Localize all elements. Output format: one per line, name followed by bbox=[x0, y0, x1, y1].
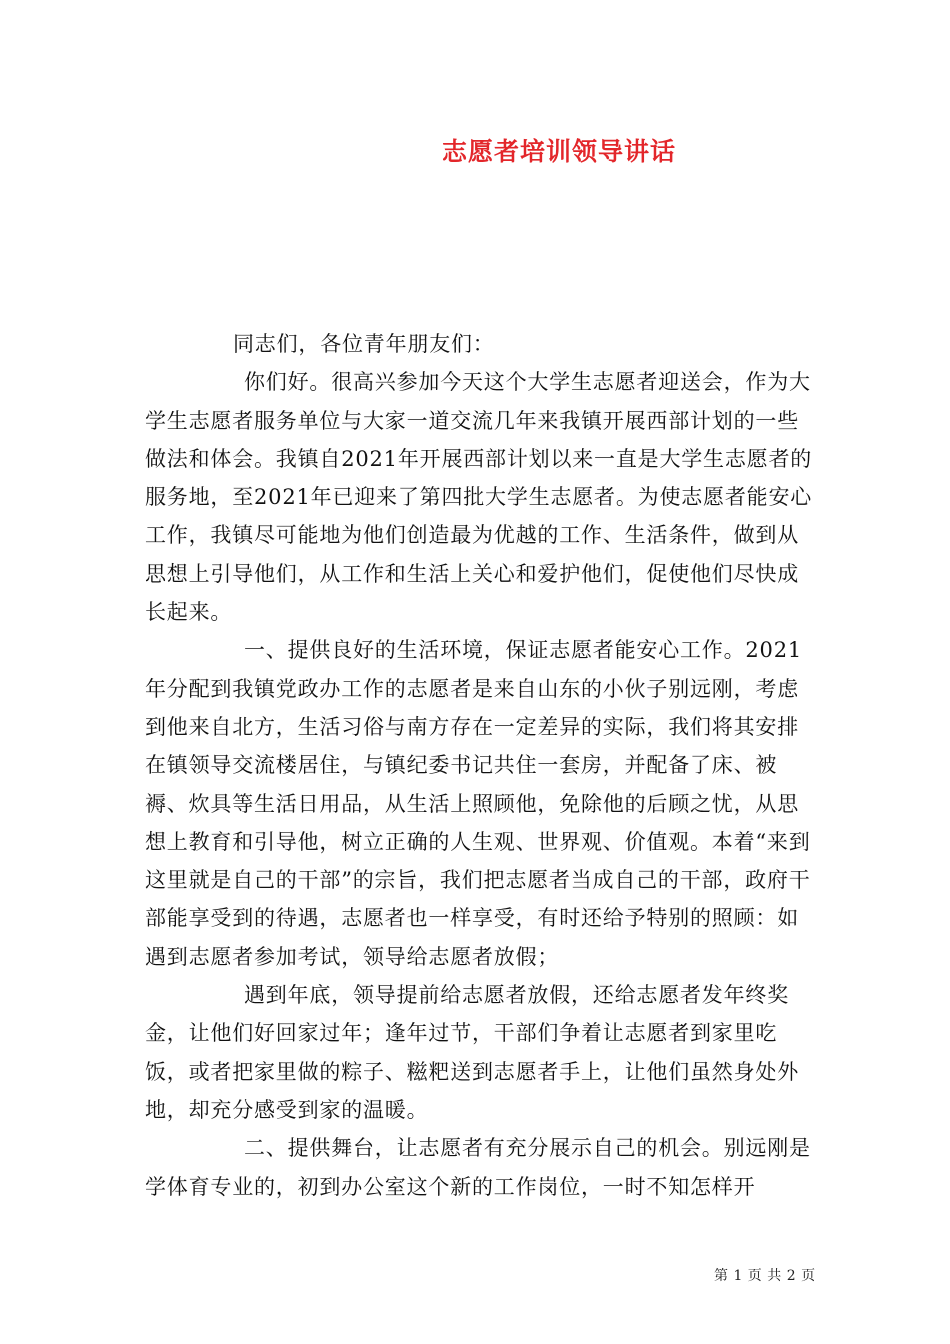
paragraph-section-one: 一、提供良好的生活环境，保证志愿者能安心工作。2021年分配到我镇党政办工作的志愿者是来自山东的小伙子别远刚，考虑到他来自北方，生活习俗与南方存在一定差异的实际，我们将其安排在镇领导交流楼居住，与镇纪委书记共住一套房，并配备了床、被褥、炊具等生活日用品，从生活上照顾他，免除他的后顾之忧，从思想上教育和引导他，树立正确的人生观、世界观、价值观。本着“来到这里就是自己的干部”的宗旨，我们把志愿者当成自己的干部，政府干部能享受到的待遇，志愿者也一样享受，有时还给予特别的照顾：如遇到志愿者参加考试，领导给志愿者放假； bbox=[145, 638, 811, 969]
paragraph-greeting: 你们好。很高兴参加今天这个大学生志愿者迎送会，作为大学生志愿者服务单位与大家一道交流几年来我镇开展西部计划的一些做法和体会。我镇自2021年开展西部计划以来一直是大学生志愿者的服务地，至2021年已迎来了第四批大学生志愿者。为使志愿者能安心工作，我镇尽可能地为他们创造最为优越的工作、生活条件，做到从思想上引导他们，从工作和生活上关心和爱护他们，促使他们尽快成长起来。 bbox=[145, 370, 813, 625]
salutation: 同志们，各位青年朋友们： bbox=[233, 332, 495, 356]
paragraph-year-end: 遇到年底，领导提前给志愿者放假，还给志愿者发年终奖金，让他们好回家过年；逢年过节，干部们争着让志愿者到家里吃饭，或者把家里做的粽子、糍粑送到志愿者手上，让他们虽然身处外地，却充分感受到家的温暖。 bbox=[145, 983, 799, 1122]
page-number-footer: 第 1 页 共 2 页 bbox=[714, 1268, 816, 1284]
paragraph-section-two: 二、提供舞台，让志愿者有充分展示自己的机会。别远刚是学体育专业的，初到办公室这个新的工作岗位，一时不知怎样开 bbox=[145, 1136, 811, 1199]
document-title: 志愿者培训领导讲话 bbox=[441, 137, 676, 166]
document-body bbox=[145, 325, 813, 1206]
